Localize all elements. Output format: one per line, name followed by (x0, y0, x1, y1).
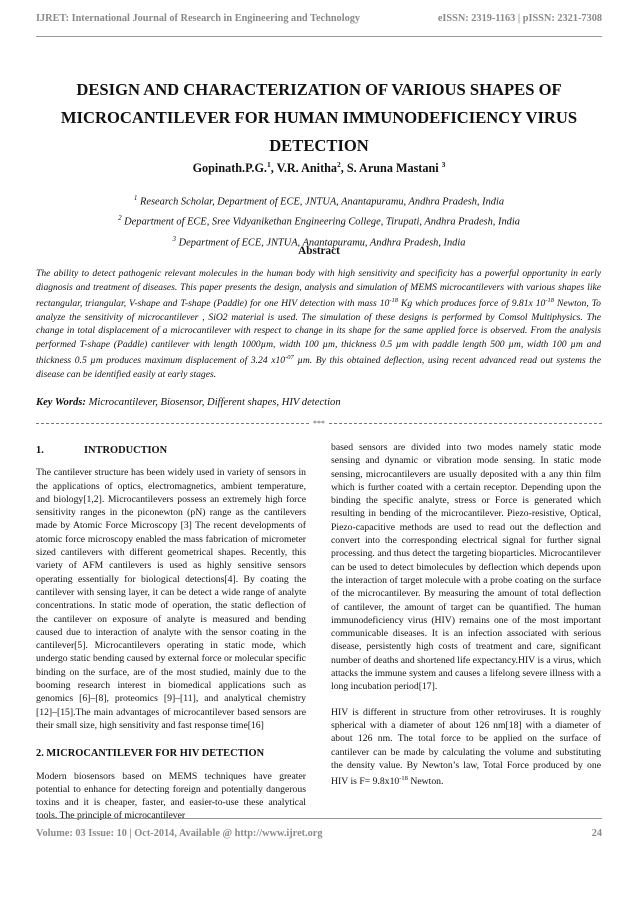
abstract-sup-3: -07 (285, 354, 294, 362)
left-column (36, 441, 306, 823)
title-line-3: DETECTION (269, 136, 369, 155)
right-paragraph-2-sup: -18 (399, 775, 408, 783)
affiliation-2-text: Department of ECE, Sree Vidyanikethan Engineering College, Tirupati, Andhra Pradesh, India (124, 216, 520, 228)
keywords-text: Microcantilever, Biosensor, Different shapes, HIV detection (85, 397, 341, 408)
paper-title (36, 76, 602, 160)
title-line-2: MICROCANTILEVER FOR HUMAN IMMUNODEFICIENCY VIRUS (60, 108, 578, 127)
abstract-sup-1: -18 (389, 297, 399, 304)
right-column (331, 441, 601, 789)
author-2: V.R. Anitha (276, 161, 338, 176)
affiliation-1 (36, 190, 602, 210)
abstract-text (36, 267, 601, 381)
section-1-number: 1. (36, 445, 44, 456)
section-2-heading: 2. MICROCANTILEVER FOR HIV DETECTION (36, 748, 265, 760)
section-separator (36, 419, 602, 427)
author-1: Gopinath.P.G. (192, 161, 267, 176)
abstract-part-1: The ability to detect pathogenic relevant molecules in the human body with high sensitivity and specificity has a powerful opportunity in early diagnosis and treatment of diseases. This paper presents the design, analysis and simulation of MEMS microcantilevers with various shapes like rectangular, triangular, V-shape and T-shape (Paddle) for one HIV detection with mass 10 (36, 268, 601, 310)
section-1-heading (36, 444, 306, 457)
affiliation-3-sup: 3 (172, 234, 177, 243)
keywords (36, 397, 341, 408)
affiliation-1-sup: 1 (133, 194, 138, 202)
journal-name: IJRET: International Journal of Research in Engineering and Technology (36, 13, 361, 24)
author-3-sup: 3 (441, 160, 446, 169)
author-3: S. Aruna Mastani (346, 161, 439, 176)
keywords-label: Key Words: (36, 397, 86, 408)
right-paragraph-2 (331, 706, 601, 789)
footer-volume: Volume: 03 Issue: 10 | Oct-2014, Available @ http://www.ijret.org (36, 828, 323, 839)
separator-stars: *** (313, 418, 325, 428)
affiliation-3-text: Department of ECE, JNTUA, Anantapuramu, Andhra Pradesh, India (178, 237, 466, 249)
abstract-part-2: Kg which produces force of 9.81x 10 (398, 298, 546, 310)
abstract-sup-2: -18 (545, 297, 555, 304)
author-1-sup: 1 (266, 160, 271, 169)
right-paragraph-1: based sensors are divided into two modes namely static mode sensing and dynamic or vibration mode sensing. In static mode sensing, microcantilevers are usually deposited with a any thin film which is further coated with a certain receptor. Depending upon the binding the specific analyte, stress or Force is generated which resulting in bending of the microcantilever. Piezo-resistive, Optical, Piezo-capacitive methods are used to read out the deflection and convert into the corresponding electrical signal for further signal processing. and thus detect the targeting bioparticles. Microcantilever can be used to detect bimolecules by deflection which depends upon the interaction of target molecule with a probe coating on the surface of the microcantilever. By measuring the amount of total deflection of cantilever, the amount of target can be quantified. The human immunodeficiency virus (HIV) remains one of the most important communicable diseases. It is an infection associated with serious disease, persistently high costs of treatment and care, significant number of deaths and shortened life expectancy.HIV is a virus, which attacks the immune system and causes a lifelong severe illness with a long incubation period[17]. (331, 442, 601, 693)
section-2-paragraph: Modern biosensors based on MEMS techniques have greater potential to enhance for detecting foreign and potentially dangerous toxins and it is cheaper, faster, and easier-to-use these analytical tools. The principle of microcantilever (36, 770, 306, 822)
footer-rule (36, 818, 602, 819)
separator-line-right (329, 423, 602, 424)
right-paragraph-2-end: Newton. (407, 776, 444, 788)
right-paragraph-2-text: HIV is different in structure from other retroviruses. It is roughly spherical with a diameter of about 126 nm[18] with a diameter of about 126 nm. The total force to be applied on the surface of cantilever can be made by calculating the volume and substituting the density value. By Newton’s law, Total Force produced by one HIV is F= 9.8x10 (331, 706, 601, 788)
affiliations (36, 190, 602, 251)
author-list: Gopinath.P.G.$^1$, V.R. Anitha$^2$, S. Aruna Mastani $^3$ (192, 160, 446, 176)
abstract-heading: Abstract (298, 245, 340, 257)
running-header (36, 13, 602, 24)
separator-line-left (36, 423, 309, 424)
section-1-title: INTRODUCTION (84, 445, 168, 456)
section-1-paragraph: The cantilever structure has been widely used in variety of sensors in the applications of optics, electromagnetics, ambient temperature, and biology[1,2]. Microcantilevers possess an extremely high force sensitivity ranges in the piconewton (pN) range as the cantilevers made by Atomic Force Microscopy [3] The recent developments of atomic force microscopy enabled the mass fabrication of micrometer sized cantilevers with different geometrical shapes. Recently, this variety of AFM cantilevers is used as highly sensitive sensors operating essentially for biological detections[4]. By coating the cantilever with sensing layer, it can be detect a wide range of analyte concentrations. In static mode of operation, the static deflection of the cantilever on exposure of analyte is measured and bending caused due to interaction of analyte with the sensor coating in the cantilever[5]. Microcantilevers operating in static mode, which undergo static bending caused by external force or molecular specific binding on the surface, are of the most studied, mainly due to the booming research interest in biomedical applications such as genomics [6]–[8], proteomics [9]–[11], and analytical chemistry [12]–[15].The main advantages of microcantilever based sensors are their small size, high sensitivity and fast response time[16] (36, 467, 306, 731)
author-2-sup: 2 (337, 160, 341, 169)
title-line-1: DESIGN AND CHARACTERIZATION OF VARIOUS SHAPES OF (76, 80, 562, 99)
affiliation-1-text: Research Scholar, Department of ECE, JNTUA, Anantapuramu, Andhra Pradesh, India (140, 196, 505, 208)
affiliation-2-sup: 2 (118, 214, 122, 223)
abstract-part-4: µm. By this obtained deflection, using recent advanced read out systems the disease can be identified easily at early stages. (36, 355, 601, 380)
affiliation-2 (36, 210, 602, 230)
issn: eISSN: 2319-1163 | pISSN: 2321-7308 (437, 13, 602, 24)
header-rule (36, 36, 602, 37)
running-footer (36, 828, 602, 839)
abstract-part-3: Newton, To analyze the sensitivity of microcantilever , SiO2 material is used. The simulation of these designs is performed by Comsol Multiphysics. The change in total displacement of a microcantilever with respect to change in its shape for the same applied force is observed. From the analysis performed T-shape (Paddle) cantilever with length 1000µm, width 100 µm, thickness 0.5 µm with paddle length 500 µm, width 100 µm and thickness 0.5 µm produces maximum displacement of 3.24 x10 (36, 298, 601, 367)
page-number: 24 (591, 828, 602, 839)
